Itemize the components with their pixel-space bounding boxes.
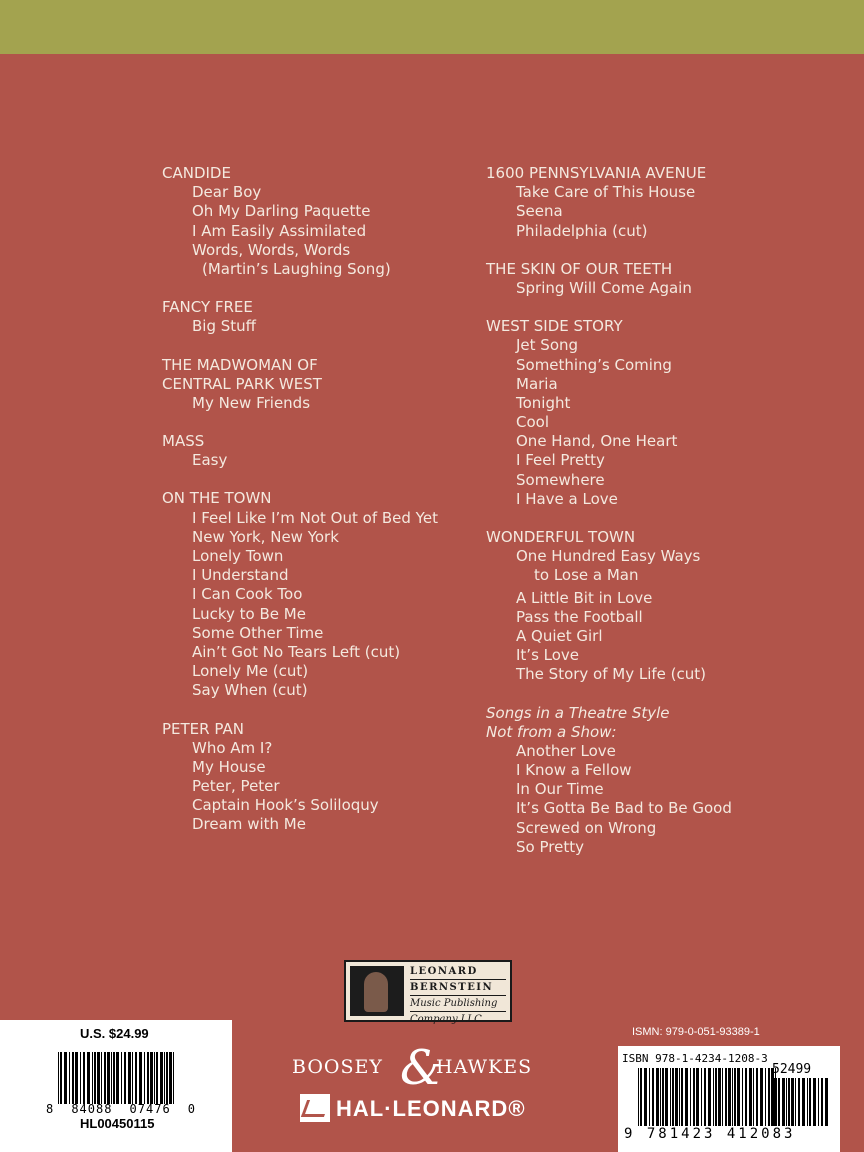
barcode-bar	[749, 1068, 752, 1126]
song-title: Screwed on Wrong	[516, 818, 657, 837]
barcode-bar	[94, 1052, 96, 1104]
barcode-bar	[64, 1052, 67, 1104]
barcode-bar	[737, 1068, 740, 1126]
item-number: HL00450115	[80, 1116, 155, 1131]
barcode-bar	[813, 1078, 816, 1126]
song-title: Easy	[192, 451, 228, 470]
song-list-left-column	[162, 164, 462, 854]
barcode-bar	[135, 1052, 137, 1104]
song-title: The Story of My Life (cut)	[516, 665, 707, 684]
show-title: WEST SIDE STORY	[486, 317, 623, 336]
barcode-bar	[791, 1078, 794, 1126]
barcode-bar	[644, 1068, 647, 1126]
barcode-bar	[795, 1078, 796, 1126]
barcode-bar	[111, 1052, 112, 1104]
addon-number: 52499	[772, 1062, 812, 1077]
barcode-bar	[728, 1068, 731, 1126]
barcode-bar	[722, 1068, 723, 1126]
barcode-bar	[121, 1052, 122, 1104]
song-title: Tonight	[516, 393, 571, 412]
boosey-hawkes-logo	[292, 1040, 560, 1096]
upc-digit-group: 0	[187, 1102, 196, 1116]
show-title: ON THE TOWN	[162, 489, 272, 508]
addon-barcode	[772, 1078, 830, 1126]
song-title: So Pretty	[516, 837, 584, 856]
show-section	[162, 298, 462, 336]
barcode-bar	[670, 1068, 671, 1126]
barcode-bar	[656, 1068, 659, 1126]
lb-logo-line2: BERNSTEIN	[410, 982, 494, 993]
barcode-bar	[760, 1068, 763, 1126]
barcode-bar	[675, 1068, 678, 1126]
show-title: PETER PAN	[162, 719, 244, 738]
song-title: My New Friends	[192, 393, 311, 412]
song-title: A Quiet Girl	[516, 626, 603, 645]
show-section	[486, 528, 816, 685]
song-title: I Understand	[192, 566, 289, 585]
ean-digits: 9 781423 412083	[624, 1126, 796, 1142]
barcode-bar	[169, 1052, 172, 1104]
barcode-bar	[693, 1068, 695, 1126]
barcode-bar	[154, 1052, 155, 1104]
barcode-bar	[75, 1052, 78, 1104]
song-title: Some Other Time	[192, 623, 324, 642]
barcode-bar	[732, 1068, 733, 1126]
barcode-bar	[132, 1052, 133, 1104]
barcode-bar	[652, 1068, 654, 1126]
show-section	[486, 317, 816, 509]
upc-barcode	[58, 1052, 176, 1104]
barcode-bar	[776, 1078, 777, 1126]
barcode-bar	[788, 1078, 790, 1126]
song-title: I Feel Pretty	[516, 451, 605, 470]
top-color-band	[0, 0, 864, 54]
show-title: THE MADWOMAN OF	[162, 355, 318, 374]
song-title: I Feel Like I’m Not Out of Bed Yet	[192, 508, 438, 527]
barcode-bar	[113, 1052, 115, 1104]
barcode-bar	[87, 1052, 90, 1104]
song-title: I Have a Love	[516, 489, 618, 508]
barcode-bar	[772, 1078, 775, 1126]
upc-digits	[46, 1102, 196, 1116]
show-title: FANCY FREE	[162, 298, 253, 317]
song-title: I Can Cook Too	[192, 585, 303, 604]
barcode-bar	[107, 1052, 110, 1104]
barcode-bar	[101, 1052, 102, 1104]
show-title: MASS	[162, 432, 205, 451]
isbn-barcode-box	[618, 1046, 840, 1152]
barcode-bar	[150, 1052, 153, 1104]
barcode-bar	[124, 1052, 126, 1104]
show-section	[162, 432, 462, 470]
song-title: (Martin’s Laughing Song)	[202, 259, 391, 278]
bernstein-photo	[350, 966, 404, 1016]
barcode-bar	[742, 1068, 743, 1126]
song-title: In Our Time	[516, 780, 604, 799]
song-title: Words, Words, Words	[192, 240, 351, 259]
ampersand: &	[400, 1040, 443, 1096]
barcode-bar	[672, 1068, 674, 1126]
song-title: Lonely Me (cut)	[192, 662, 309, 681]
barcode-bar	[718, 1068, 721, 1126]
barcode-bar	[60, 1052, 62, 1104]
song-title: Maria	[516, 374, 558, 393]
lb-logo-line3: Music Publishing	[410, 998, 498, 1009]
song-title: Big Stuff	[192, 317, 256, 336]
barcode-bar	[638, 1068, 639, 1126]
barcode-bar	[139, 1052, 142, 1104]
barcode-bar	[807, 1078, 808, 1126]
barcode-bar	[818, 1078, 819, 1126]
show-section	[162, 356, 462, 414]
song-title: It’s Love	[516, 646, 580, 665]
song-title: It’s Gotta Be Bad to Be Good	[516, 799, 732, 818]
song-list-right-column	[486, 164, 816, 876]
barcode-bar	[679, 1068, 680, 1126]
barcode-bar	[166, 1052, 168, 1104]
barcode-bar	[696, 1068, 699, 1126]
show-section	[486, 704, 816, 858]
barcode-bar	[825, 1078, 828, 1126]
hal-leonard-mark-icon	[300, 1094, 330, 1122]
barcode-bar	[768, 1068, 770, 1126]
barcode-bar	[69, 1052, 70, 1104]
price-label: U.S. $24.99	[80, 1026, 149, 1041]
barcode-bar	[802, 1078, 805, 1126]
song-title: Oh My Darling Paquette	[192, 202, 371, 221]
show-title: WONDERFUL TOWN	[486, 528, 636, 546]
show-title: THE SKIN OF OUR TEETH	[486, 259, 673, 278]
boosey-word: BOOSEY	[292, 1056, 383, 1078]
barcode-bar	[685, 1068, 688, 1126]
song-title: Take Care of This House	[516, 183, 696, 202]
upc-digit-group: 84088	[71, 1102, 113, 1116]
barcode-bar	[649, 1068, 650, 1126]
barcode-bar	[715, 1068, 717, 1126]
barcode-bar	[92, 1052, 93, 1104]
show-title: Not from a Show:	[486, 722, 617, 741]
song-title: Lucky to Be Me	[192, 604, 306, 623]
leonard-bernstein-logo	[344, 960, 512, 1025]
song-title: Say When (cut)	[192, 681, 308, 700]
song-title: I Know a Fellow	[516, 761, 632, 780]
hal-leonard-logo	[300, 1092, 552, 1124]
barcode-bar	[156, 1052, 158, 1104]
barcode-bar	[72, 1052, 74, 1104]
barcode-bar	[745, 1068, 747, 1126]
show-section	[162, 164, 462, 279]
song-title: A Little Bit in Love	[516, 588, 653, 607]
ismn-label: ISMN: 979-0-051-93389-1	[632, 1026, 760, 1038]
barcode-bar	[734, 1068, 736, 1126]
barcode-bar	[164, 1052, 165, 1104]
barcode-bar	[753, 1068, 754, 1126]
barcode-bar	[128, 1052, 131, 1104]
barcode-bar	[104, 1052, 106, 1104]
barcode-bar	[160, 1052, 163, 1104]
barcode-bar	[681, 1068, 683, 1126]
lb-logo-line4: Company LLC	[410, 1014, 482, 1025]
barcode-bar	[765, 1068, 766, 1126]
barcode-bar	[708, 1068, 711, 1126]
show-title: Songs in a Theatre Style	[486, 703, 670, 722]
song-title: Ain’t Got No Tears Left (cut)	[192, 642, 401, 661]
show-section	[162, 720, 462, 835]
barcode-bar	[821, 1078, 823, 1126]
song-title: Who Am I?	[192, 738, 273, 757]
barcode-bar	[798, 1078, 800, 1126]
song-title: My House	[192, 757, 266, 776]
song-title: Captain Hook’s Soliloquy	[192, 796, 379, 815]
barcode-bar	[704, 1068, 706, 1126]
barcode-bar	[665, 1068, 668, 1126]
barcode-bar	[116, 1052, 119, 1104]
barcode-bar	[144, 1052, 145, 1104]
lb-logo-line1: LEONARD	[410, 966, 478, 977]
barcode-bar	[713, 1068, 714, 1126]
upc-digit-group: 07476	[129, 1102, 171, 1116]
song-title: Philadelphia (cut)	[516, 221, 648, 240]
barcode-bar	[640, 1068, 642, 1126]
show-title: CENTRAL PARK WEST	[162, 374, 322, 393]
barcode-bar	[80, 1052, 81, 1104]
barcode-bar	[662, 1068, 664, 1126]
hawkes-word: HAWKES	[436, 1056, 533, 1078]
barcode-bar	[786, 1078, 787, 1126]
barcode-bar	[782, 1078, 785, 1126]
barcode-bar	[660, 1068, 661, 1126]
song-title: Somewhere	[516, 470, 605, 489]
barcode-bar	[725, 1068, 727, 1126]
barcode-bar	[701, 1068, 702, 1126]
barcode-bar	[778, 1078, 780, 1126]
show-title: CANDIDE	[162, 164, 231, 182]
song-title: Spring Will Come Again	[516, 278, 692, 297]
isbn-label: ISBN 978-1-4234-1208-3	[622, 1052, 768, 1065]
ean-barcode	[638, 1068, 778, 1126]
show-section	[486, 260, 816, 298]
song-title: One Hundred Easy Ways	[516, 547, 701, 566]
barcode-bar	[97, 1052, 100, 1104]
song-title: to Lose a Man	[534, 566, 639, 585]
song-title: Seena	[516, 202, 563, 221]
price-barcode-box	[0, 1020, 232, 1152]
song-title: Peter, Peter	[192, 777, 280, 796]
barcode-bar	[690, 1068, 691, 1126]
barcode-bar	[147, 1052, 149, 1104]
barcode-bar	[173, 1052, 174, 1104]
upc-digit-group: 8	[46, 1102, 55, 1116]
hal-leonard-text: HAL·LEONARD®	[336, 1096, 526, 1121]
song-title: Dream with Me	[192, 815, 306, 834]
song-title: Cool	[516, 413, 549, 432]
song-title: I Am Easily Assimilated	[192, 221, 367, 240]
song-title: New York, New York	[192, 527, 339, 546]
show-title: 1600 PENNSYLVANIA AVENUE	[486, 164, 707, 182]
song-title: Jet Song	[516, 336, 579, 355]
barcode-bar	[58, 1052, 59, 1104]
song-title: Something’s Coming	[516, 355, 672, 374]
show-section	[162, 489, 462, 700]
barcode-bar	[809, 1078, 811, 1126]
song-title: One Hand, One Heart	[516, 432, 678, 451]
song-title: Lonely Town	[192, 547, 284, 565]
song-title: Pass the Football	[516, 607, 643, 626]
song-title: Dear Boy	[192, 183, 262, 202]
song-title: Another Love	[516, 741, 616, 760]
show-section	[486, 164, 816, 241]
barcode-bar	[756, 1068, 758, 1126]
barcode-bar	[83, 1052, 85, 1104]
